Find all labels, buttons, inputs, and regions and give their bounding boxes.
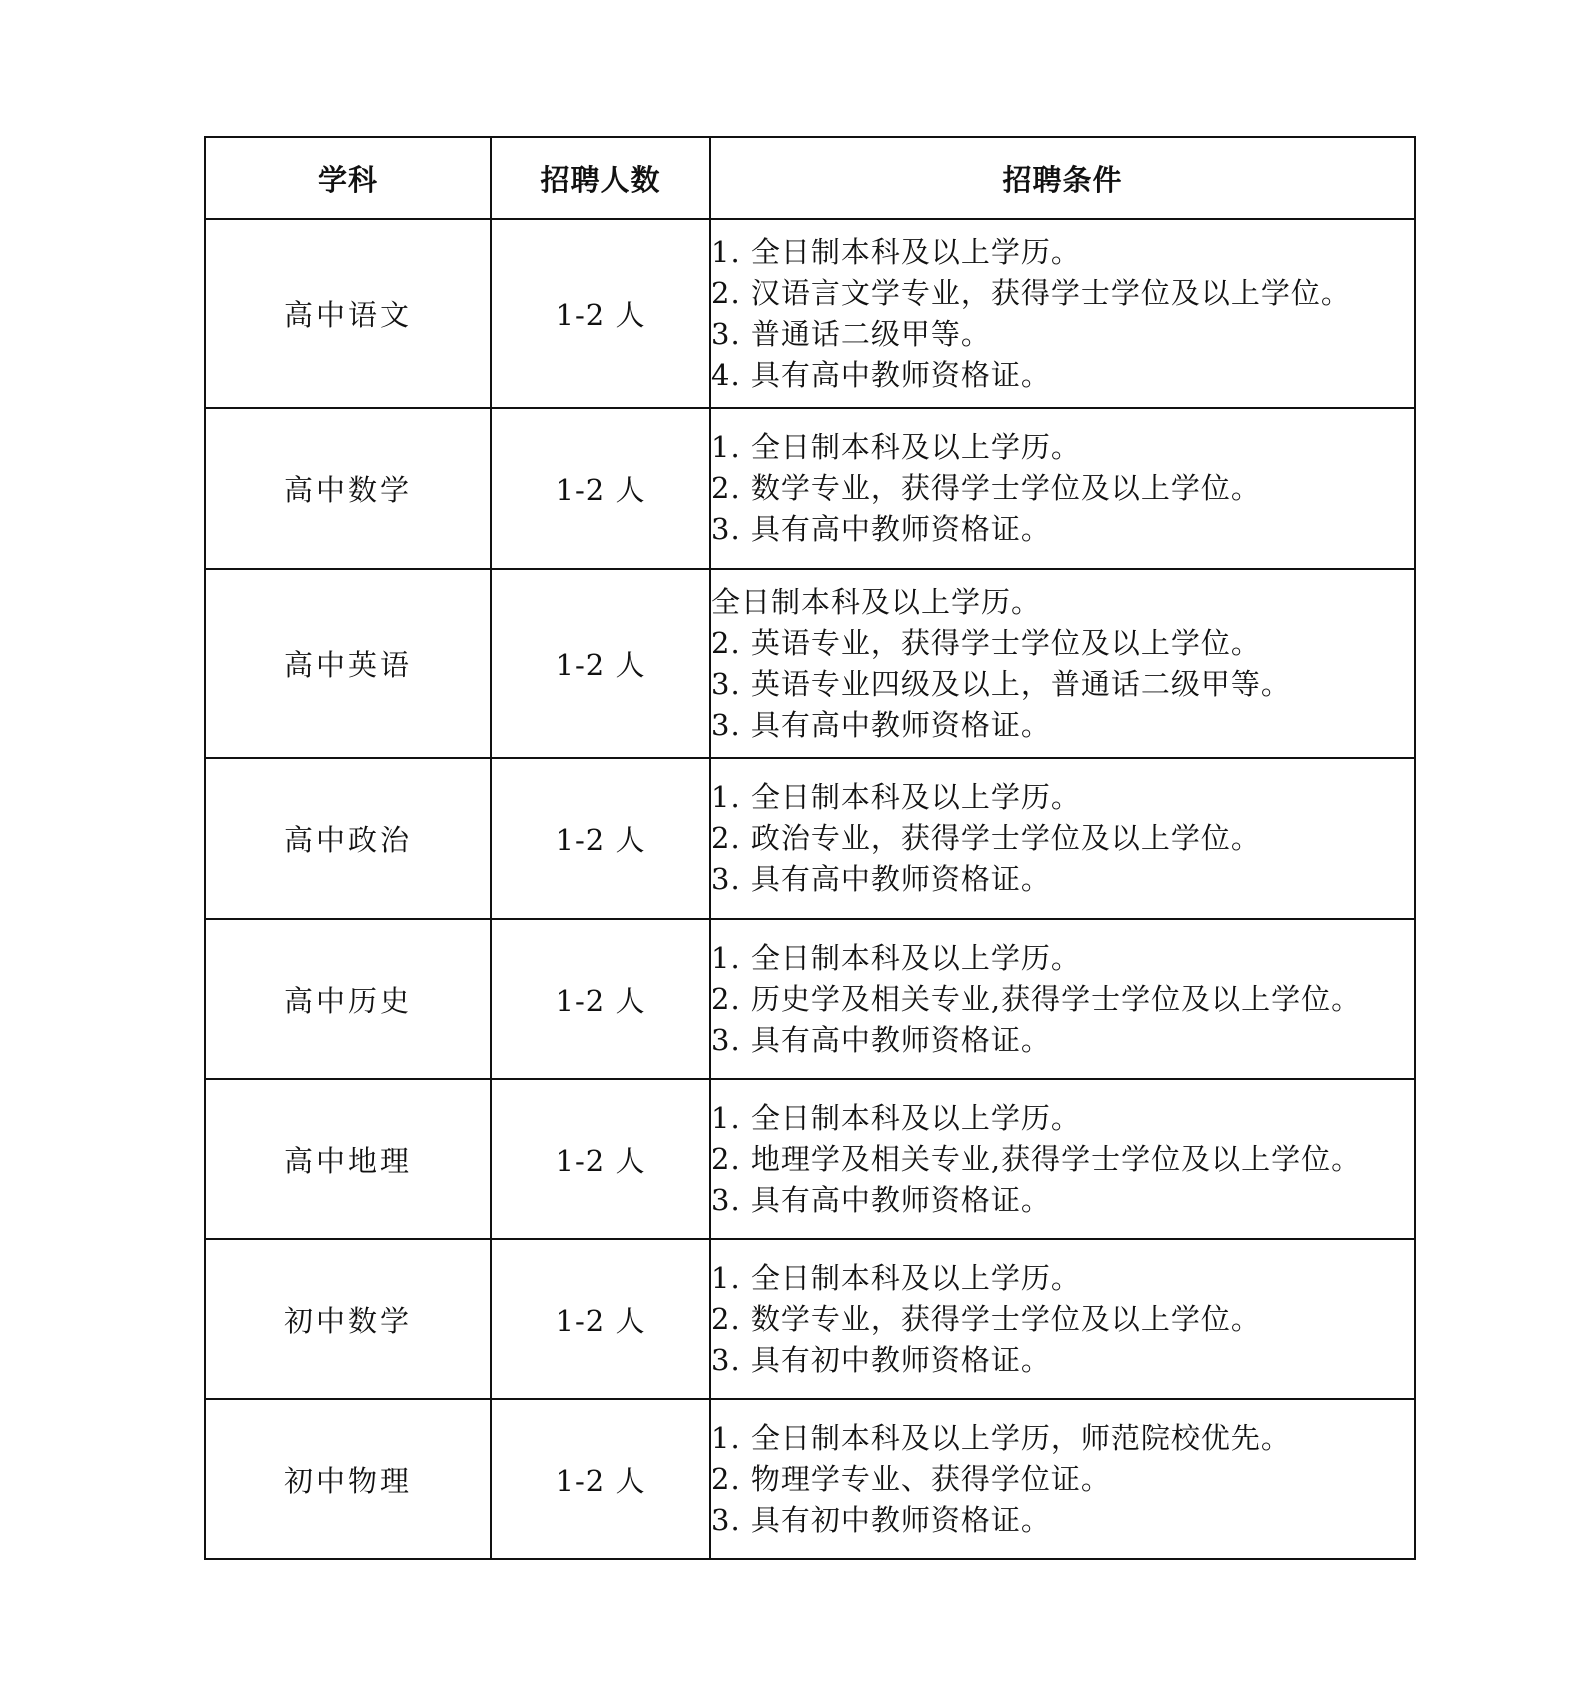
subject-cell: 高中政治 — [205, 758, 491, 919]
table-row — [205, 569, 1415, 758]
requirement-line: 3. 具有初中教师资格证。 — [711, 1502, 1051, 1537]
count-cell: 1-2 人 — [491, 1239, 710, 1399]
requirement-line: 1. 全日制本科及以上学历。 — [711, 234, 1081, 269]
count-cell: 1-2 人 — [491, 408, 710, 569]
table-row — [205, 758, 1415, 919]
requirements-cell — [710, 408, 1415, 569]
recruitment-table — [204, 136, 1416, 1560]
requirement-line: 2. 数学专业，获得学士学位及以上学位。 — [711, 471, 1261, 505]
requirement-line: 1. 全日制本科及以上学历。 — [711, 940, 1081, 975]
subject-cell: 高中历史 — [205, 919, 491, 1079]
subject-cell: 初中数学 — [205, 1239, 491, 1399]
count-cell: 1-2 人 — [491, 219, 710, 408]
subject-cell: 高中英语 — [205, 569, 491, 758]
requirement-line: 4. 具有高中教师资格证。 — [711, 357, 1051, 392]
requirement-line: 1. 全日制本科及以上学历。 — [711, 1260, 1081, 1295]
count-cell: 1-2 人 — [491, 1079, 710, 1239]
subject-cell: 高中地理 — [205, 1079, 491, 1239]
requirement-line: 2. 数学专业，获得学士学位及以上学位。 — [711, 1301, 1261, 1336]
subject-cell: 高中语文 — [205, 219, 491, 408]
count-cell: 1-2 人 — [491, 569, 710, 758]
requirement-line: 2. 物理学专业、获得学位证。 — [711, 1461, 1111, 1496]
header-count: 招聘人数 — [491, 137, 710, 219]
requirements-cell — [710, 219, 1415, 408]
requirements-cell — [710, 919, 1415, 1079]
table-row — [205, 408, 1415, 569]
table-header-row — [205, 137, 1415, 219]
table-row — [205, 1239, 1415, 1399]
requirement-line: 1. 全日制本科及以上学历。 — [711, 430, 1081, 464]
count-cell: 1-2 人 — [491, 758, 710, 919]
requirement-line: 1. 全日制本科及以上学历。 — [711, 780, 1081, 814]
requirements-cell — [710, 758, 1415, 919]
requirement-line: 2. 汉语言文学专业，获得学士学位及以上学位。 — [711, 275, 1351, 310]
requirement-line: 1. 全日制本科及以上学历。 — [711, 1100, 1081, 1135]
requirements-cell — [710, 1239, 1415, 1399]
requirement-line: 3. 具有高中教师资格证。 — [711, 707, 1051, 742]
header-requirements: 招聘条件 — [710, 137, 1415, 219]
requirement-line: 2. 地理学及相关专业,获得学士学位及以上学位。 — [711, 1141, 1362, 1176]
table-row — [205, 1399, 1415, 1559]
requirements-cell — [710, 1079, 1415, 1239]
requirement-line: 1. 全日制本科及以上学历，师范院校优先。 — [711, 1420, 1291, 1455]
header-subject: 学科 — [205, 137, 491, 219]
requirement-line: 3. 具有高中教师资格证。 — [711, 862, 1051, 896]
requirements-cell — [710, 1399, 1415, 1559]
table-row — [205, 219, 1415, 408]
table-row — [205, 1079, 1415, 1239]
requirement-line: 3. 具有高中教师资格证。 — [711, 1022, 1051, 1057]
requirement-line: 3. 具有初中教师资格证。 — [711, 1342, 1051, 1377]
requirement-line: 2. 政治专业，获得学士学位及以上学位。 — [711, 821, 1261, 855]
requirement-line: 2. 英语专业，获得学士学位及以上学位。 — [711, 625, 1261, 660]
count-cell: 1-2 人 — [491, 919, 710, 1079]
count-cell: 1-2 人 — [491, 1399, 710, 1559]
requirement-line: 全日制本科及以上学历。 — [711, 584, 1042, 619]
subject-cell: 初中物理 — [205, 1399, 491, 1559]
requirement-line: 3. 普通话二级甲等。 — [711, 316, 991, 351]
requirement-line: 2. 历史学及相关专业,获得学士学位及以上学位。 — [711, 981, 1362, 1016]
requirement-line: 3. 英语专业四级及以上，普通话二级甲等。 — [711, 666, 1291, 701]
requirements-cell — [710, 569, 1415, 758]
subject-cell: 高中数学 — [205, 408, 491, 569]
table-row — [205, 919, 1415, 1079]
requirement-line: 3. 具有高中教师资格证。 — [711, 512, 1051, 546]
requirement-line: 3. 具有高中教师资格证。 — [711, 1182, 1051, 1217]
